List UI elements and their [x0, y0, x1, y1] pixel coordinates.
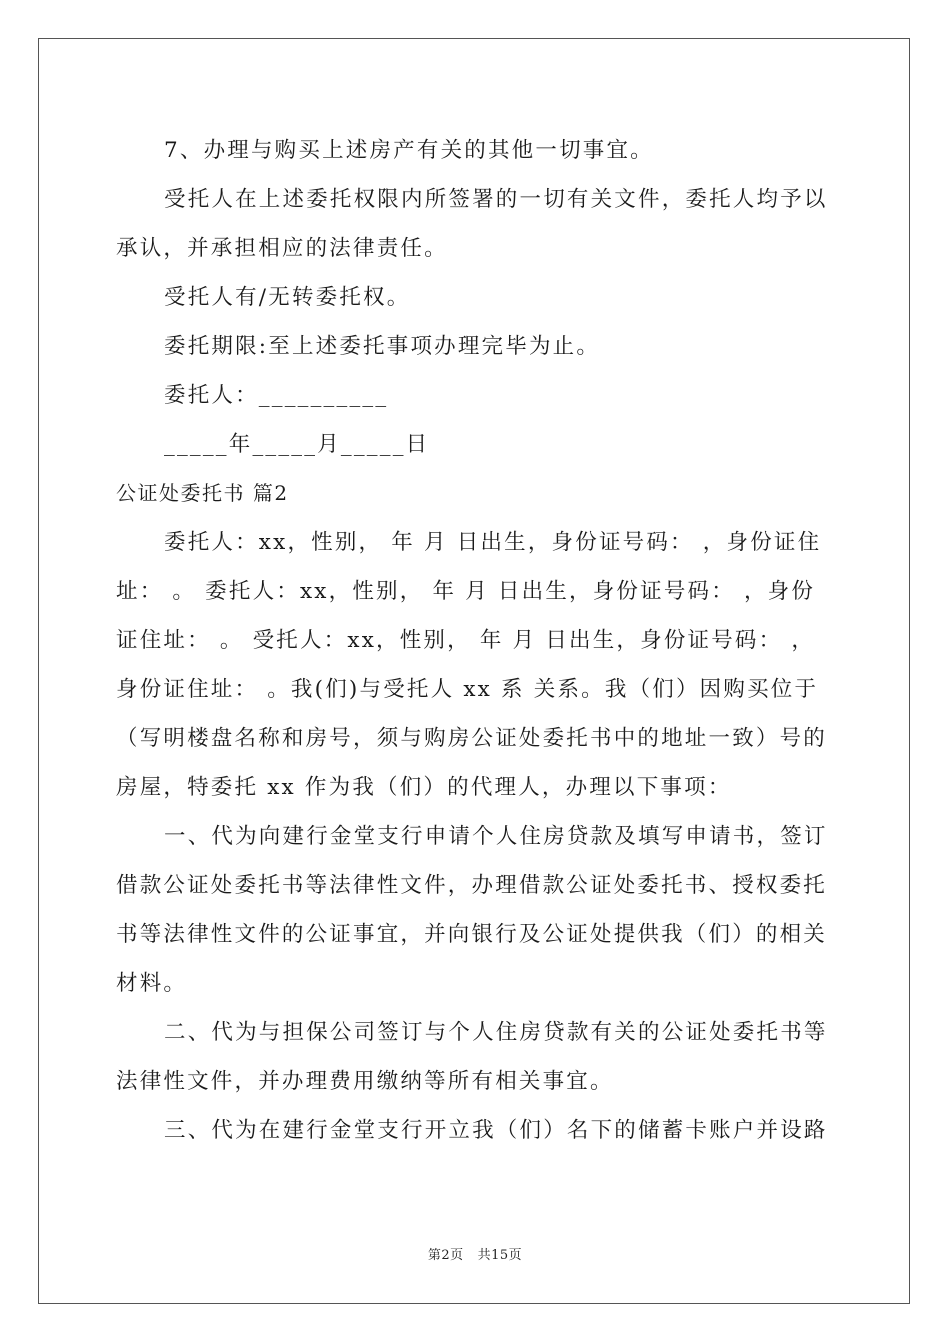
text-line: 一、代为向建行金堂支行申请个人住房贷款及填写申请书，签订	[164, 824, 828, 849]
text-line: 三、代为在建行金堂支行开立我（们）名下的储蓄卡账户并设路	[164, 1118, 828, 1143]
date-line: _____年_____月_____日	[164, 432, 430, 457]
text-line: 借款公证处委托书等法律性文件，办理借款公证处委托书、授权委托	[116, 873, 828, 898]
text-line: 房屋，特委托 xx 作为我（们）的代理人，办理以下事项：	[116, 775, 732, 800]
text-line: 证住址： 。 受托人：xx，性别， 年 月 日出生，身份证号码： ，	[116, 628, 816, 653]
signature-line: 委托人：__________	[164, 383, 389, 408]
text-line: 址： 。 委托人：xx，性别， 年 月 日出生，身份证号码： ，身份	[116, 579, 816, 604]
text-line: 书等法律性文件的公证事宜，并向银行及公证处提供我（们）的相关	[116, 922, 828, 947]
text-line: 7、办理与购买上述房产有关的其他一切事宜。	[164, 138, 654, 163]
text-line: 委托期限:至上述委托事项办理完毕为止。	[164, 334, 601, 359]
text-line: 材料。	[116, 971, 188, 996]
text-line: 受托人在上述委托权限内所签署的一切有关文件，委托人均予以	[164, 187, 828, 212]
document-body	[116, 126, 836, 1155]
text-line: （写明楼盘名称和房号，须与购房公证处委托书中的地址一致）号的	[116, 726, 828, 751]
section-heading: 公证处委托书 篇2	[116, 481, 289, 505]
text-line: 承认，并承担相应的法律责任。	[116, 236, 448, 261]
text-line: 二、代为与担保公司签订与个人住房贷款有关的公证处委托书等	[164, 1020, 828, 1045]
text-line: 受托人有/无转委托权。	[164, 285, 411, 310]
text-line: 委托人：xx，性别， 年 月 日出生，身份证号码： ，身份证住	[164, 530, 822, 555]
text-line: 身份证住址： 。我(们)与受托人 xx 系 关系。我（们）因购买位于	[116, 677, 819, 702]
page-number: 第2页	[427, 1248, 464, 1263]
page-footer	[0, 1244, 950, 1263]
page-total: 共15页	[477, 1248, 523, 1263]
text-line: 法律性文件，并办理费用缴纳等所有相关事宜。	[116, 1069, 614, 1094]
